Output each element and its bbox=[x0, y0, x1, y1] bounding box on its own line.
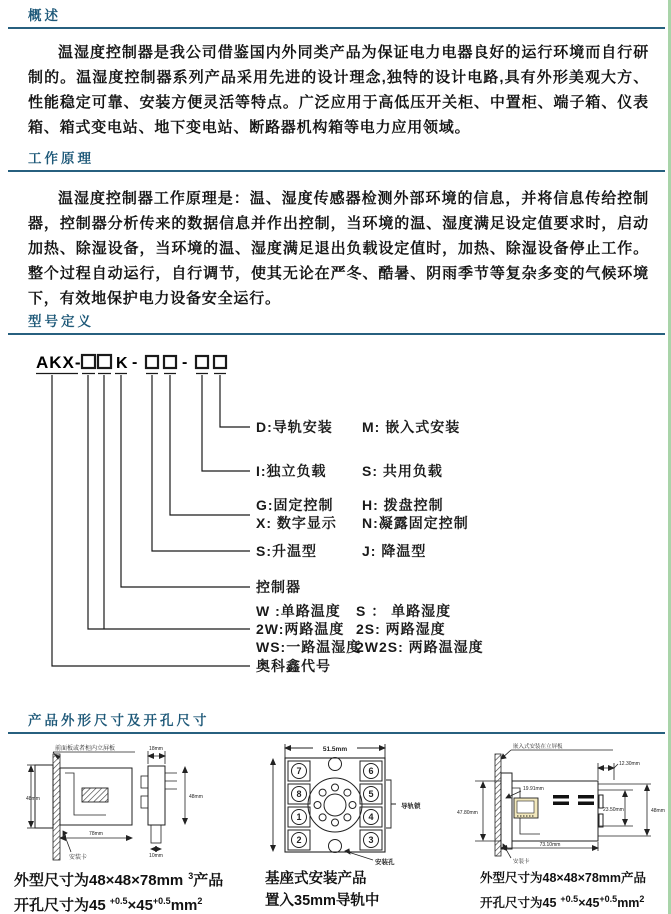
rail-lock-bracket bbox=[386, 780, 396, 828]
dim-bezel-18 bbox=[148, 751, 165, 764]
caption-left-hole-b: ×45 bbox=[127, 897, 153, 914]
caption-left-hole-sup3: 2 bbox=[197, 896, 203, 906]
overview-heading-text: 概述 bbox=[28, 8, 61, 23]
caption-right-line1 bbox=[480, 868, 646, 889]
model-label-load-i: I:独立负载 bbox=[256, 463, 327, 479]
mounting-clip-label: 安装卡 bbox=[513, 859, 530, 865]
caption-left-sup: 3 bbox=[188, 871, 194, 881]
overview-section-heading bbox=[8, 4, 665, 29]
dim-height-48-label: 48mm bbox=[26, 796, 40, 802]
terminal-5: 5 bbox=[368, 789, 374, 799]
model-code-boxes bbox=[82, 355, 226, 368]
model-code-dash-1: - bbox=[132, 354, 138, 371]
model-label-s: S ： 单路湿度 bbox=[356, 603, 452, 619]
principle-heading-text: 工作原理 bbox=[28, 151, 94, 166]
dim-depth-78-label: 78mm bbox=[89, 831, 103, 837]
model-label-2w: 2W:两路温度 bbox=[256, 621, 345, 637]
model-label-mount-d: D:导轨安装 bbox=[256, 419, 333, 435]
dim-outer-48-label: 48mm bbox=[651, 808, 665, 814]
vent-slots bbox=[553, 795, 594, 805]
terminal-2: 2 bbox=[296, 835, 302, 845]
mounting-hole-label: 安装孔 bbox=[375, 859, 395, 866]
model-connector-lines bbox=[52, 375, 250, 666]
caption-middle-line2: 置入35mm导轨中 bbox=[265, 893, 380, 909]
caption-right bbox=[480, 868, 646, 914]
dim-pin-10-label: 10mm bbox=[149, 853, 163, 859]
dimensions-heading-text: 产品外形尺寸及开孔尺寸 bbox=[28, 713, 210, 728]
panel-label: 嵌入式安装在立屏板 bbox=[513, 744, 563, 750]
caption-left-hole-a: 开孔尺寸为45 bbox=[14, 897, 106, 914]
model-label-mount-m: M: 嵌入式安装 bbox=[362, 419, 461, 435]
drawing-side-view-48 bbox=[25, 740, 240, 867]
caption-left-line1 bbox=[14, 866, 223, 891]
terminal-1: 1 bbox=[296, 812, 302, 822]
caption-left-outer: 外型尺寸为48×48×78mm bbox=[14, 872, 184, 889]
drawing-socket-base bbox=[255, 740, 435, 867]
caption-middle bbox=[265, 868, 379, 912]
adjust-knob bbox=[82, 788, 108, 802]
model-label-controller: 控制器 bbox=[256, 579, 301, 595]
caption-right-product: 产品 bbox=[621, 871, 647, 885]
model-label-brand-code: 奥科鑫代号 bbox=[256, 658, 331, 674]
caption-right-hole-b: ×45 bbox=[578, 896, 600, 911]
model-code-prefix: AKX- bbox=[36, 353, 82, 372]
caption-left-line2 bbox=[14, 891, 223, 914]
caption-middle-line1: 基座式安装产品 bbox=[265, 871, 367, 887]
panel-label-leader bbox=[53, 752, 135, 759]
mounting-hole-top bbox=[329, 758, 342, 771]
rear-terminal-view bbox=[141, 766, 177, 843]
panel-label: 前面板或者柜内立屏板 bbox=[55, 746, 116, 752]
socket-center-hub bbox=[308, 758, 362, 853]
model-label-2w2s: 2W2S: 两路温湿度 bbox=[356, 639, 484, 655]
terminal-8: 8 bbox=[296, 789, 302, 799]
dim-inner-235-label: 23.50mm bbox=[603, 807, 624, 813]
model-code-box-2 bbox=[98, 355, 111, 368]
caption-left-hole-sup1: +0.5 bbox=[109, 896, 128, 906]
model-section-heading bbox=[8, 310, 665, 335]
caption-right-outer: 外型尺寸为48×48×78mm bbox=[480, 871, 622, 885]
model-label-control-n: N:凝露固定控制 bbox=[362, 515, 469, 531]
overview-paragraph: 温湿度控制器是我公司借鉴国内外同类产品为保证电力电器良好的运行环境而自行研制的。温湿度控制器系列产品采用先进的设计理念,独特的设计电路,具有外形美观大方、性能稳定可靠、安装方便灵活等特点。广泛应用于高低压开关柜、中置柜、端子箱、仪表箱、箱式变电站、地下变电站、断路器机构箱等电力应用领域。 bbox=[28, 44, 649, 136]
drawing-side-view-flush bbox=[455, 738, 671, 868]
dim-rear-height-48-label: 48mm bbox=[189, 794, 203, 800]
display-screen bbox=[517, 801, 534, 813]
mounting-clip-label: 安装卡 bbox=[69, 855, 88, 861]
terminal-7: 7 bbox=[296, 766, 302, 776]
caption-left bbox=[14, 866, 223, 914]
terminal-4: 4 bbox=[368, 812, 374, 822]
model-label-temp-s: S:升温型 bbox=[256, 543, 317, 559]
caption-left-hole-sup2: +0.5 bbox=[152, 896, 171, 906]
model-label-control-h: H: 拨盘控制 bbox=[362, 497, 444, 513]
model-code-dash-2: - bbox=[182, 354, 188, 371]
panel-hatch-strip bbox=[53, 754, 60, 860]
model-label-w: W :单路温度 bbox=[256, 603, 341, 619]
model-label-control-g: G:固定控制 bbox=[256, 497, 334, 513]
caption-left-hole-c: mm bbox=[170, 897, 198, 914]
caption-right-hole-sup3: 2 bbox=[639, 894, 645, 904]
terminal-6: 6 bbox=[368, 766, 374, 776]
caption-right-hole-c: mm bbox=[617, 896, 640, 911]
dim-bezel-18-label: 18mm bbox=[149, 746, 163, 752]
model-code-box-6 bbox=[214, 356, 226, 368]
model-definition-diagram bbox=[0, 346, 660, 681]
dim-bezel-leader bbox=[506, 791, 521, 798]
mounting-hole-bottom bbox=[329, 840, 342, 853]
dim-top-123-label: 12.30mm bbox=[619, 761, 640, 767]
caption-right-hole-a: 开孔尺寸为45 bbox=[480, 896, 557, 911]
mounting-clip-leader bbox=[63, 831, 71, 852]
front-bezel bbox=[501, 773, 512, 849]
model-code-k: K bbox=[116, 355, 128, 372]
model-option-labels bbox=[256, 419, 484, 674]
principle-paragraph: 温湿度控制器工作原理是：温、湿度传感器检测外部环境的信息，并将信息传给控制器，控制器分析传来的数据信息并作出控制，当环境的温、湿度满足设定值要求时，启动加热、除湿设备，当环境的温、湿度满足退出负载设定值时，加热、除湿设备停止工作。整个过程自动运行，自行调节，使其无论在严冬、酷暑、阴雨季节等复杂多变的气候环境下，有效地保护电力设备安全运行。 bbox=[28, 190, 649, 307]
principle-section-heading bbox=[8, 147, 665, 172]
caption-right-hole-sup2: +0.5 bbox=[599, 894, 618, 904]
model-code-box-5 bbox=[196, 356, 208, 368]
mounting-hole-leader bbox=[345, 849, 373, 860]
dimensions-section-heading bbox=[8, 709, 665, 734]
model-heading-text: 型号定义 bbox=[28, 314, 94, 329]
model-label-load-s: S: 共用负载 bbox=[362, 463, 443, 479]
dim-height-478-label: 47.80mm bbox=[457, 810, 478, 816]
model-label-ws: WS:一路温湿度 bbox=[256, 639, 362, 655]
caption-left-product: 产品 bbox=[193, 872, 224, 889]
dim-depth-731-label: 73.10mm bbox=[539, 842, 561, 848]
dim-bezel-label: 19.91mm bbox=[523, 786, 544, 792]
terminal-3: 3 bbox=[368, 835, 374, 845]
dim-top-123 bbox=[598, 763, 618, 780]
caption-right-line2 bbox=[480, 889, 646, 914]
rail-lock-label: 导轨锁 bbox=[401, 803, 421, 810]
model-label-2s: 2S: 两路湿度 bbox=[356, 621, 446, 637]
model-label-control-x: X: 数字显示 bbox=[256, 515, 337, 531]
dim-width-515-label: 51.5mm bbox=[322, 746, 348, 753]
model-label-temp-j: J: 降温型 bbox=[362, 543, 427, 559]
model-code-box-3 bbox=[146, 356, 158, 368]
model-code-box-1 bbox=[82, 355, 95, 368]
model-code-box-4 bbox=[164, 356, 176, 368]
mounting-clip-leader bbox=[503, 844, 511, 858]
caption-right-hole-sup1: +0.5 bbox=[560, 894, 579, 904]
panel-label-leader bbox=[501, 750, 613, 759]
